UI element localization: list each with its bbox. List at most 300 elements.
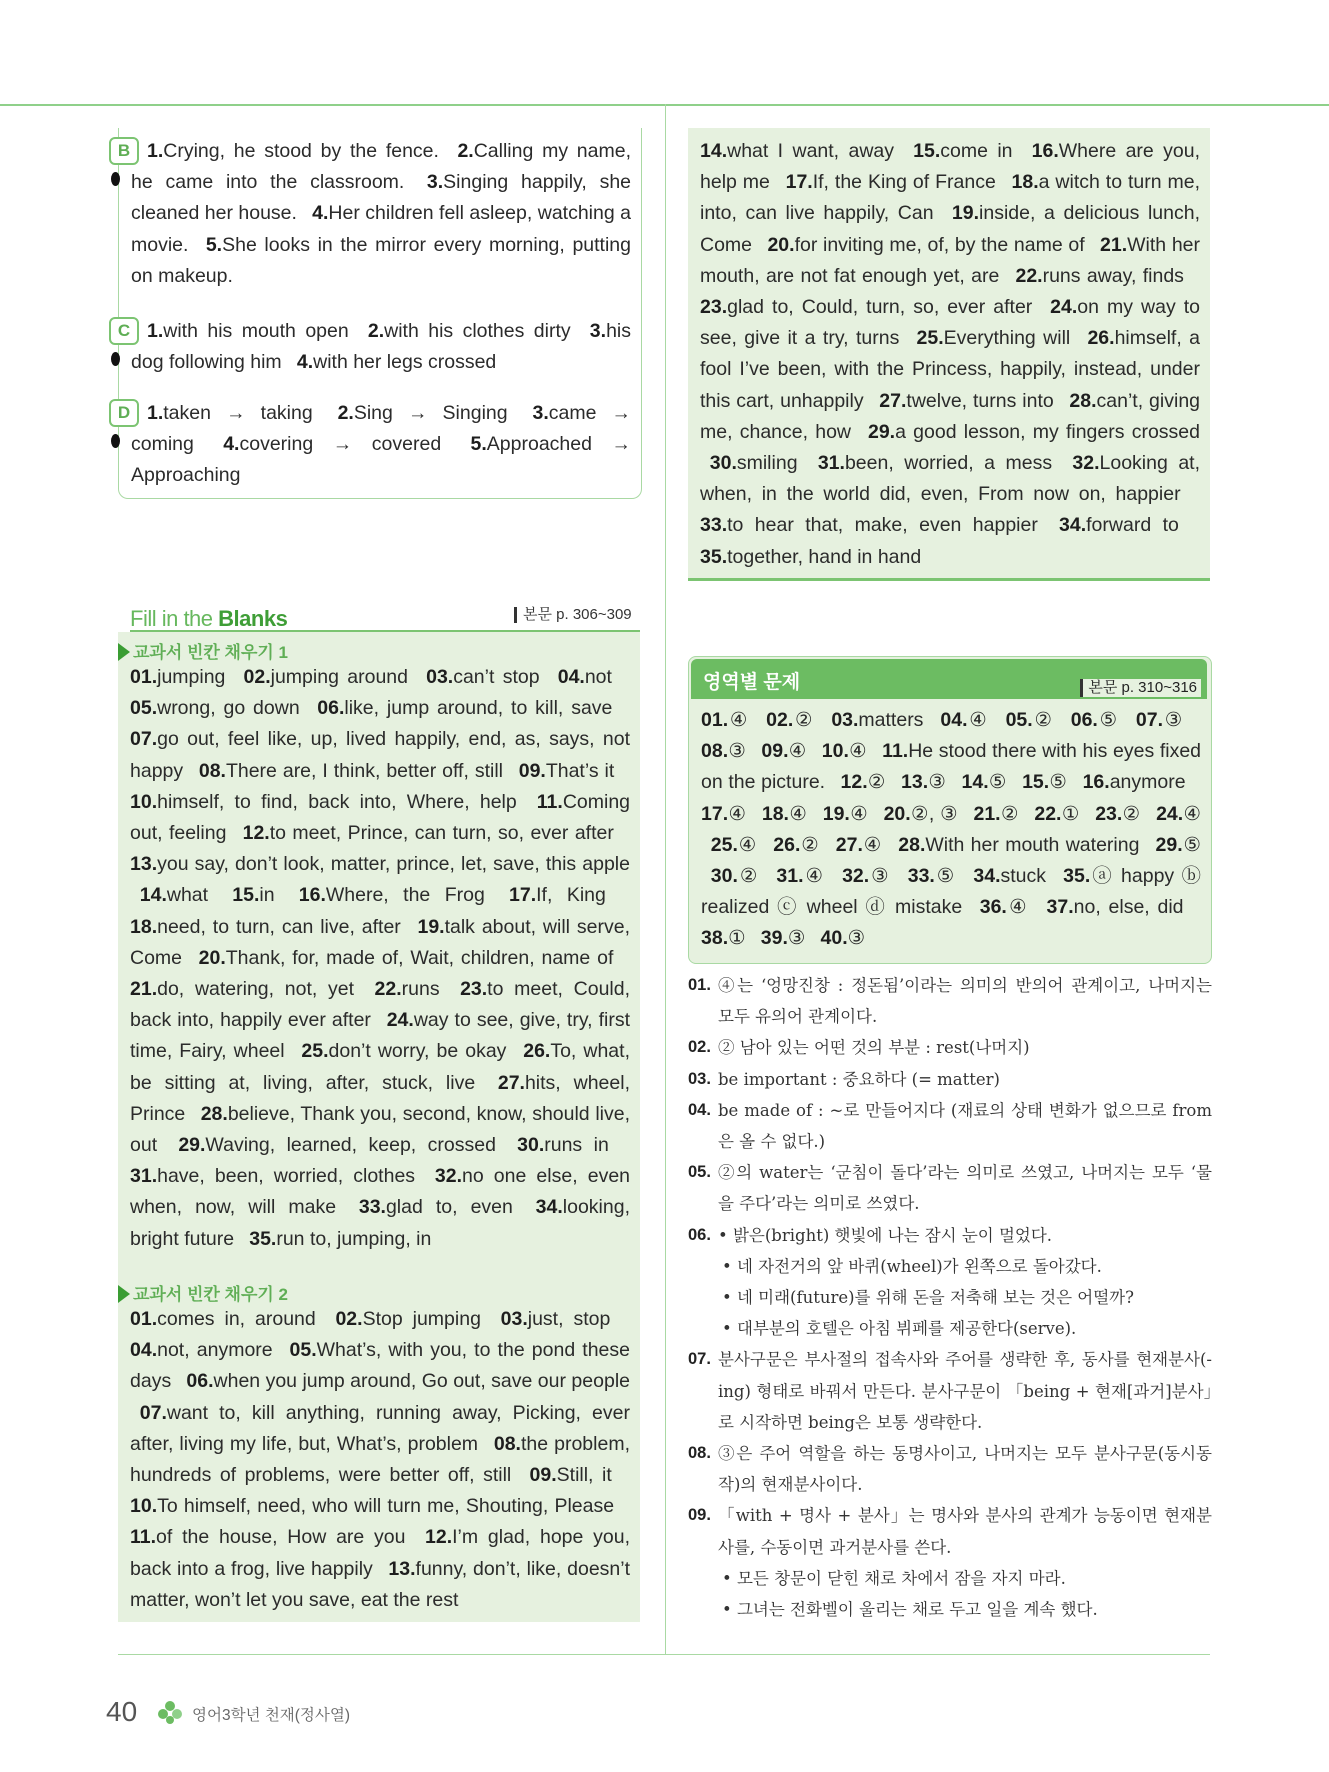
answer-text: ②: [1032, 709, 1054, 731]
answer-text: in: [259, 884, 275, 907]
page-reference: 본문 p. 310~316: [1080, 679, 1201, 697]
answer-text: taken → taking: [163, 402, 313, 424]
answer-number: 12.: [840, 771, 868, 794]
answer-item: [530, 1464, 612, 1486]
answer-number: 29.: [1155, 833, 1183, 856]
answer-number: 14.: [139, 884, 167, 907]
answer-text: have, been, worried, clothes: [157, 1165, 416, 1188]
answer-text: runs: [401, 978, 440, 1001]
answer-item: [130, 978, 354, 1000]
answer-number: 33.: [907, 865, 935, 888]
answer-number: 09.: [518, 759, 546, 782]
answer-text: Where are you, help me: [700, 140, 1201, 194]
explanation-text: 분사구문은 부사절의 접속사와 주어를 생략한 후, 동사를 현재분사(-ing) 형태로 바꿔서 만든다. 분사구문이 「being + 현재[과거]분사」로 시작하면 being은 보통 생략한다.: [718, 1350, 1212, 1432]
answer-number: 17.: [785, 171, 813, 194]
answer-item: [375, 978, 440, 1000]
answer-number: 16.: [1031, 140, 1059, 162]
answer-item: [517, 1134, 609, 1156]
answer-text: ④: [803, 865, 825, 888]
answer-number: 2.: [457, 140, 474, 162]
page-number: 40: [106, 1696, 138, 1727]
answer-item: [147, 320, 349, 342]
answer-text: go out, feel like, up, lived happily, end, as, says, not happy: [130, 728, 630, 782]
answer-number: 3.: [426, 171, 444, 194]
answer-text: need, to turn, can live, after: [157, 915, 401, 938]
answer-number: 30.: [517, 1134, 545, 1157]
triangle-icon: [118, 643, 130, 661]
answer-text: Thank, for, made of, Wait, children, name of: [225, 946, 614, 969]
answer-item: [884, 803, 958, 825]
answer-text: Approached → Approaching: [131, 433, 632, 487]
answer-number: 05.: [289, 1339, 317, 1362]
answer-number: 17.: [701, 802, 729, 825]
answer-text: stuck: [1000, 865, 1046, 888]
answer-text: ②: [867, 771, 886, 794]
answer-number: 23.: [1095, 802, 1123, 825]
answer-text: ⑤: [1182, 833, 1202, 856]
answer-number: 1.: [147, 402, 164, 424]
explanation-text: be made of : ~로 만들어지다 (재료의 상태 변화가 없으므로 from은 올 수 없다.): [718, 1100, 1212, 1152]
answer-number: 13.: [130, 853, 158, 876]
answer-number: 33.: [358, 1196, 386, 1219]
answer-text: If, the King of France: [812, 171, 996, 194]
answer-text: With her mouth watering: [925, 833, 1140, 856]
answer-item: [700, 296, 1032, 318]
answer-text: just, stop: [527, 1308, 611, 1330]
explanations: [688, 970, 1212, 1625]
answer-item: [178, 1134, 496, 1156]
answer-text: talk about, will serve, Come: [130, 915, 631, 969]
answer-number: 07.: [139, 1401, 167, 1424]
answer-text: ④: [788, 802, 808, 825]
answer-number: 35.: [249, 1227, 277, 1250]
answer-text: came → coming: [131, 402, 632, 456]
answer-text: you say, don’t look, matter, prince, let, save, this apple: [157, 853, 630, 876]
answer-text: not: [584, 666, 612, 688]
subheading-1: 교과서 빈칸 채우기 1: [118, 638, 288, 663]
explanation-item: [688, 1157, 1212, 1219]
answer-item: [701, 803, 746, 825]
answer-text: of the house, How are you: [156, 1526, 406, 1549]
answer-number: 25.: [916, 327, 944, 350]
explanation-number: 08.: [688, 1444, 711, 1463]
answer-number: 18.: [761, 802, 789, 825]
answer-number: 11.: [130, 1526, 157, 1549]
answer-number: 19.: [951, 202, 980, 225]
answer-item: [908, 865, 957, 887]
quiz-answer-box: [688, 656, 1212, 964]
answer-item: [147, 402, 313, 424]
answer-text: runs in: [544, 1134, 609, 1157]
answer-number: 19.: [417, 915, 445, 938]
answer-item: [1015, 265, 1183, 287]
answer-item: [297, 351, 496, 373]
answer-text: when you jump around, Go out, save our people: [213, 1370, 630, 1393]
answer-number: 2.: [367, 320, 385, 342]
answer-number: 04.: [130, 1339, 158, 1362]
answer-item: [558, 666, 612, 688]
answer-item: [901, 771, 946, 793]
answer-text: ④: [849, 802, 869, 825]
explanation-bullet: • 네 미래(future)를 위해 돈을 저축해 보는 것은 어떨까?: [722, 1288, 1134, 1308]
answer-number: 31.: [817, 452, 845, 475]
answer-item: [700, 546, 921, 568]
answer-text: ④: [728, 802, 747, 825]
answer-item: [130, 1308, 316, 1330]
explanation-item: [688, 1220, 1212, 1251]
explanation-text: 「with + 명사 + 분사」는 명사와 분사의 관계가 능동이면 현재분사를, 수동이면 과거분사를 쓴다.: [718, 1506, 1212, 1557]
explanation-item: [688, 1438, 1212, 1500]
answer-text: Her children fell asleep, watching a movie.: [131, 202, 631, 256]
answer-text: comes in, around: [157, 1308, 316, 1330]
answer-item: [131, 234, 631, 287]
answer-item: [1156, 834, 1202, 856]
answer-item: [913, 140, 1012, 162]
answer-text: ④: [862, 833, 883, 856]
answer-text: believe, Thank you, second, know, should live, out: [130, 1102, 630, 1157]
answer-number: 37.: [1046, 896, 1074, 919]
explanation-number: 07.: [688, 1350, 711, 1369]
answer-number: 12.: [425, 1526, 453, 1549]
answer-item: [701, 709, 749, 731]
answer-number: 27.: [497, 1071, 525, 1094]
explanation-text: be important : 중요하다 (= matter): [718, 1069, 1000, 1089]
answer-item: [130, 1495, 614, 1517]
answer-item: [842, 865, 891, 887]
answer-text: He stood there with his eyes fixed on the picture.: [701, 740, 1202, 794]
answer-number: 4.: [223, 433, 240, 456]
ring-dot: [111, 172, 120, 186]
answer-item: [243, 822, 614, 844]
answer-number: 03.: [426, 666, 454, 688]
answer-text: ④: [728, 709, 750, 731]
answer-text: If, King: [536, 884, 606, 907]
answer-item: [761, 927, 806, 949]
answer-number: 19.: [822, 802, 850, 825]
explanation-text: ③은 주어 역할을 하는 동명사이고, 나머지는 모두 분사구문(동시동작)의 현재분사이다.: [718, 1444, 1212, 1495]
answer-item: [244, 666, 408, 688]
answer-text: like, jump around, to kill, save: [344, 697, 613, 720]
answer-text: ⑤: [1049, 771, 1068, 794]
answer-item: [973, 803, 1018, 825]
answer-number: 18.: [130, 915, 158, 938]
answer-number: 15.: [1022, 771, 1050, 794]
answer-number: 23.: [460, 978, 488, 1001]
answer-text: To, what, be sitting at, living, after, stuck, live: [130, 1040, 630, 1094]
answer-number: 02.: [766, 709, 794, 731]
answer-number: 22.: [1034, 802, 1062, 825]
answer-number: 26.: [773, 833, 801, 856]
answer-text: ④: [1183, 802, 1202, 825]
answer-text: no, else, did: [1073, 896, 1184, 919]
answer-text: with her legs crossed: [313, 351, 497, 374]
answer-text: don’t worry, be okay: [328, 1040, 507, 1063]
answer-item: [836, 834, 882, 856]
answer-item: [776, 865, 825, 887]
answer-text: ②, ③: [910, 802, 958, 825]
answer-item: [761, 740, 806, 762]
answer-text: ①: [1061, 802, 1080, 825]
answer-text: forward to: [1086, 514, 1179, 537]
answer-text: ③: [869, 865, 891, 888]
answer-number: 21.: [973, 802, 1001, 825]
ring-dot: [111, 352, 120, 366]
answer-number: 14.: [961, 771, 989, 794]
answer-item: [879, 390, 1053, 412]
explanation-number: 02.: [688, 1038, 711, 1057]
answer-number: 03.: [500, 1308, 528, 1330]
answer-text: ②: [793, 709, 815, 731]
answer-item: [186, 1370, 630, 1392]
section-letter: B: [109, 137, 139, 165]
answer-text: Everything will: [943, 327, 1071, 350]
answer-number: 5.: [470, 433, 487, 456]
answer-number: 29.: [178, 1134, 206, 1157]
explanation-item: [688, 1032, 1212, 1063]
answer-number: 02.: [335, 1308, 363, 1330]
bottom-divider: [118, 1654, 1210, 1655]
answer-item: [130, 697, 300, 719]
answer-number: 39.: [760, 927, 788, 950]
answer-number: 34.: [535, 1196, 563, 1219]
answer-text: ③: [847, 927, 866, 950]
answer-number: 04.: [557, 666, 585, 688]
quiz-title: 영역별 문제: [703, 672, 801, 693]
answer-text: what: [166, 884, 209, 907]
answer-number: 34.: [1059, 514, 1087, 537]
answer-number: 2.: [337, 402, 354, 424]
triangle-icon: [118, 1285, 130, 1303]
explanation-item: [688, 1095, 1212, 1157]
answer-item: [710, 452, 798, 474]
answer-text: to hear that, make, even happier: [727, 514, 1038, 537]
answer-text: Calling my name, he came into the classroom.: [131, 140, 632, 194]
answer-number: 16.: [1082, 771, 1110, 794]
answer-text: glad to, even: [385, 1196, 513, 1219]
answer-item: [130, 666, 225, 688]
answer-item: [140, 884, 208, 906]
answer-text: ③: [1162, 709, 1185, 731]
answer-item: [335, 1308, 480, 1330]
answer-number: 24.: [1050, 296, 1078, 319]
answer-number: 28.: [1069, 389, 1097, 412]
answer-item: [841, 771, 886, 793]
answer-item: [917, 327, 1071, 349]
answer-item: [299, 884, 485, 906]
answer-text: ⓐ happy ⓑ realized ⓒ wheel ⓓ mistake: [701, 865, 1202, 919]
answer-item: [962, 771, 1007, 793]
answer-item: [519, 760, 615, 782]
answer-text: twelve, turns into: [906, 389, 1054, 412]
answer-text: matters: [858, 709, 924, 731]
answer-item: [368, 320, 571, 342]
answer-text: run to, jumping, in: [276, 1227, 432, 1250]
answer-text: runs away, finds: [1042, 264, 1184, 287]
explanation-item: [688, 1500, 1212, 1562]
quiz-answer-list: [701, 705, 1201, 955]
explanation-item: [688, 970, 1212, 1032]
answer-number: 07.: [130, 728, 158, 751]
explanation-number: 01.: [688, 976, 711, 994]
answer-text: what I want, away: [727, 140, 895, 162]
answer-text: ①: [728, 927, 746, 950]
answer-text: no one else, even when, now, will make: [130, 1165, 631, 1219]
answer-text: hits, wheel, Prince: [130, 1071, 630, 1125]
answer-list: [700, 136, 1200, 573]
answer-text: jumping: [157, 666, 226, 688]
answer-number: 34.: [973, 865, 1001, 888]
answer-text: ④: [737, 833, 758, 856]
answer-text: been, worried, a mess: [844, 452, 1053, 475]
answer-section-b: [117, 136, 632, 292]
answer-text: inside, a delicious lunch, Come: [700, 202, 1200, 256]
answer-section-d: [117, 398, 632, 492]
answer-item: [868, 421, 1200, 443]
answer-item: [509, 884, 606, 906]
subheading-2: 교과서 빈칸 채우기 2: [118, 1280, 288, 1305]
answer-text: What’s, with you, to the pond these days: [130, 1339, 630, 1393]
page-reference: 본문 p. 306~309: [514, 607, 632, 623]
answer-text: can’t, giving me, chance, how: [700, 389, 1201, 443]
answer-number: 01.: [130, 666, 158, 688]
answer-item: [767, 234, 1084, 256]
answer-text: together, hand in hand: [727, 545, 922, 568]
answer-text: Coming out, feeling: [130, 790, 631, 845]
answer-text: looking, bright future: [130, 1196, 630, 1250]
answer-number: 29.: [867, 420, 896, 443]
answer-item: [1006, 709, 1054, 731]
answer-text: glad to, Could, turn, so, ever after: [727, 296, 1033, 319]
answer-text: a good lesson, my fingers crossed: [895, 420, 1200, 443]
answer-item: [1156, 803, 1201, 825]
answer-item: [1095, 803, 1140, 825]
answer-text: ⑤: [988, 771, 1007, 794]
answer-item: [130, 853, 630, 875]
answer-text: to meet, Could, back into, happily ever after: [130, 978, 631, 1032]
answer-number: 33.: [700, 514, 728, 537]
answer-number: 32.: [434, 1165, 463, 1188]
answer-number: 26.: [1087, 327, 1115, 350]
answer-item: [1034, 803, 1079, 825]
answer-item: [301, 1040, 506, 1062]
answer-number: 08.: [701, 740, 729, 763]
answer-number: 14.: [700, 140, 728, 162]
answer-item: [1047, 896, 1184, 918]
answer-text: himself, a fool I’ve been, with the Princess, happily, instead, under this cart, unhappily: [700, 327, 1201, 412]
answer-number: 04.: [940, 709, 968, 731]
answer-item: [1059, 514, 1179, 536]
answer-number: 07.: [1135, 709, 1163, 731]
answer-text: ④: [1006, 896, 1030, 919]
answer-number: 40.: [820, 927, 848, 950]
answer-number: 05.: [130, 697, 158, 720]
fill-list-2: [130, 1304, 630, 1616]
explanation-number: 03.: [688, 1069, 711, 1088]
answer-item: [1136, 709, 1184, 731]
answer-text: ④: [967, 709, 989, 731]
answer-number: 12.: [242, 822, 270, 845]
column-divider: [665, 104, 666, 1654]
answer-number: 10.: [130, 790, 158, 813]
answer-number: 35.: [1063, 865, 1091, 888]
answer-text: do, watering, not, yet: [157, 978, 355, 1001]
answer-number: 28.: [898, 833, 926, 856]
answer-number: 20.: [883, 802, 911, 825]
section-letter: D: [109, 399, 139, 427]
answer-number: 30.: [710, 865, 738, 888]
answer-item: [359, 1196, 513, 1218]
answer-text: There are, I think, better off, still: [225, 759, 504, 782]
answer-text: ②: [1122, 802, 1141, 825]
answer-text: ⑤: [1097, 709, 1119, 731]
explanation-number: 04.: [688, 1100, 711, 1119]
answer-text: Crying, he stood by the fence.: [163, 140, 439, 162]
answer-text: ④: [788, 740, 807, 763]
answer-number: 10.: [821, 740, 849, 763]
explanation-bullet: • 네 자전거의 앞 바퀴(wheel)가 왼쪽으로 돌아갔다.: [722, 1256, 1102, 1276]
answer-text: to meet, Prince, can turn, so, ever after: [269, 822, 614, 845]
answer-number: 15.: [913, 140, 941, 162]
answers-bcd-box: [118, 128, 642, 499]
answer-item: [223, 433, 441, 455]
answer-number: 32.: [842, 865, 870, 888]
answer-text: Still, it: [556, 1464, 612, 1487]
explanation-number: 09.: [688, 1506, 711, 1525]
answer-number: 13.: [901, 771, 929, 794]
quiz-header: [691, 659, 1207, 699]
answer-number: 24.: [1156, 802, 1184, 825]
answer-item: [701, 740, 746, 762]
answer-text: a witch to turn me, into, can live happily, Can: [700, 171, 1201, 225]
answer-text: ②: [800, 833, 820, 856]
answer-text: not, anymore: [157, 1339, 273, 1362]
answer-text: on my way to see, give it a try, turns: [700, 296, 1201, 350]
answer-item: [940, 709, 988, 731]
explanation-bullet: • 대부분의 호텔은 아침 뷔페를 제공한다(serve).: [722, 1319, 1077, 1339]
answer-text: Where, the Frog: [325, 884, 485, 907]
explanation-number: 05.: [688, 1163, 711, 1182]
answer-text: anymore: [1109, 771, 1186, 794]
answer-number: 20.: [767, 233, 795, 256]
answer-number: 03.: [831, 709, 859, 731]
answer-item: [786, 171, 996, 193]
answer-number: 11.: [882, 740, 909, 763]
answer-number: 4.: [296, 351, 314, 374]
answer-number: 32.: [1072, 452, 1100, 475]
answer-number: 11.: [536, 790, 563, 813]
answer-item: [762, 803, 807, 825]
answer-number: 30.: [709, 452, 737, 475]
answer-number: 27.: [879, 389, 907, 412]
answer-text: himself, to find, back into, Where, help: [157, 790, 517, 813]
answer-item: [317, 697, 612, 719]
answer-number: 20.: [198, 946, 226, 969]
answer-number: 35.: [700, 545, 728, 568]
answer-item: [766, 709, 814, 731]
answer-text: Looking at, when, in the world did, even, From now on, happier: [700, 452, 1201, 506]
answer-item: [1071, 709, 1119, 731]
answer-text: That’s it: [545, 759, 615, 782]
answer-number: 23.: [700, 296, 728, 319]
answer-number: 01.: [701, 709, 729, 731]
book-title: 영어3학년 천재(정사열): [192, 1707, 351, 1724]
answer-number: 08.: [198, 759, 226, 782]
explanation-number: 06.: [688, 1225, 711, 1244]
answer-number: 15.: [232, 884, 260, 907]
answer-number: 06.: [186, 1370, 214, 1393]
answer-item: [711, 865, 760, 887]
answer-item: [199, 947, 614, 969]
